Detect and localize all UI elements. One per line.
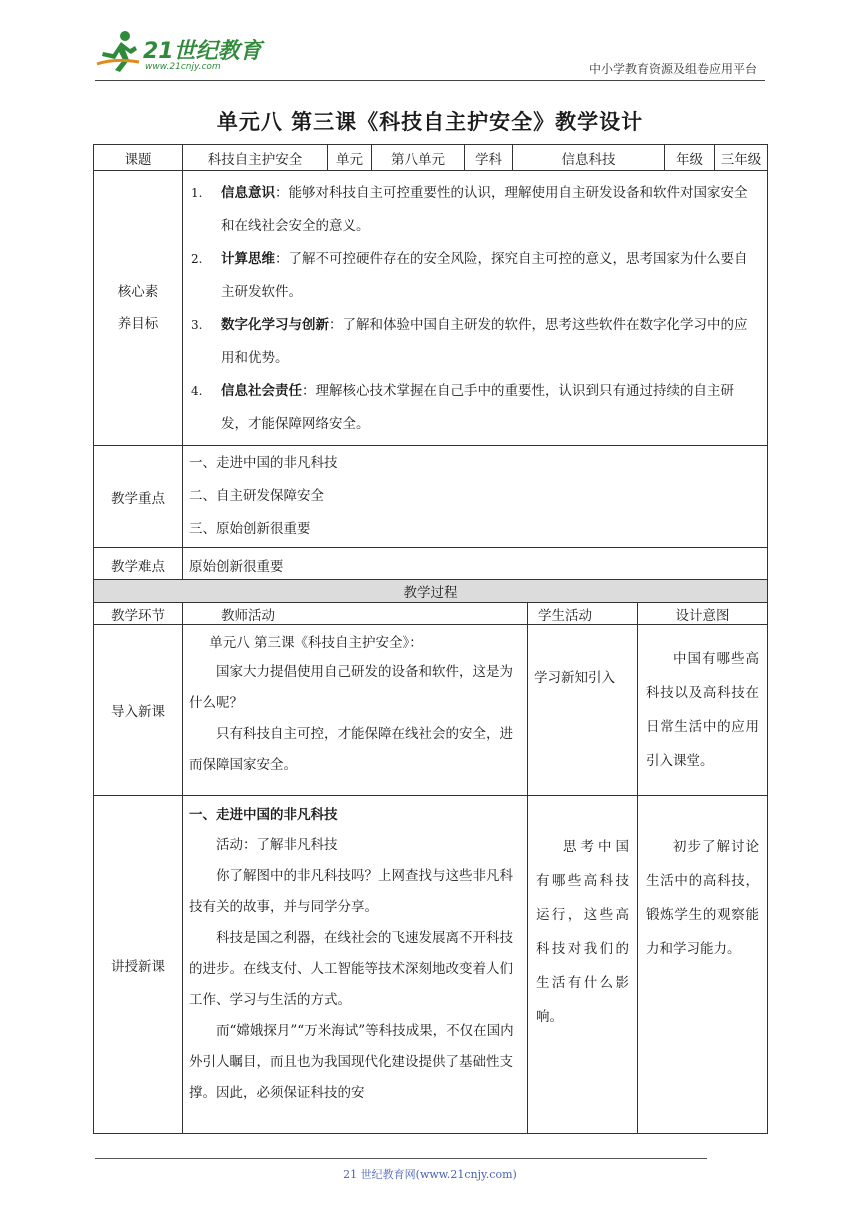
- goal-num: 1.: [191, 186, 203, 200]
- process-table: [93, 579, 768, 1134]
- page-title: 单元八 第三课《科技自主护安全》教学设计: [216, 109, 644, 134]
- topic-label: 课题: [94, 145, 183, 171]
- teach-intent: 初步了解讨论生活中的高科技，锻炼学生的观察能力和学习能力。: [638, 796, 768, 1134]
- footer-divider: [95, 1158, 707, 1159]
- goal-item: [191, 177, 757, 243]
- page-header: [95, 28, 765, 80]
- logo-url: www.21cnjy.com: [145, 62, 221, 72]
- teach-stage: 讲授新课: [94, 796, 183, 1134]
- header-divider: [95, 80, 765, 81]
- intro-lesson: 单元八 第三课《科技自主护安全》：: [209, 635, 423, 651]
- subject-label: 学科: [465, 145, 513, 171]
- process-title: 教学过程: [94, 580, 768, 603]
- teach-activity: 活动：了解非凡科技: [216, 837, 338, 853]
- goal-num: 2.: [191, 252, 203, 266]
- goal-text: ：能够对科技自主可控重要性的认识，理解使用自主研发设备和软件对国家安全和在线社会安全的意义。: [221, 185, 748, 234]
- goals-label: [94, 171, 183, 446]
- unit-label: 单元: [328, 145, 372, 171]
- goals-label-line1: 核心素: [117, 284, 159, 300]
- goal-item: [191, 309, 757, 375]
- logo-text: 21世纪教育: [143, 39, 262, 64]
- goals-content: [183, 171, 768, 446]
- intro-stage: 导入新课: [94, 625, 183, 796]
- goal-text: ：了解不可控硬件存在的安全风险，探究自主可控的意义，思考国家为什么要自主研发软件。: [221, 251, 748, 300]
- goal-head: 信息社会责任: [221, 383, 302, 399]
- key-point-item: 一、走进中国的非凡科技: [189, 455, 338, 471]
- goal-head: 计算思维: [221, 251, 275, 267]
- teach-p2: 科技是国之利器，在线社会的飞速发展离不开科技的进步。在线支付、人工智能等技术深刻地改变着人们工作、学习与生活的方式。: [189, 930, 513, 1008]
- grade-value: 三年级: [715, 145, 768, 171]
- platform-name: 中小学教育资源及组卷应用平台: [588, 62, 757, 76]
- key-point-item: 三、原始创新很重要: [189, 521, 311, 537]
- topic-value: 科技自主护安全: [183, 145, 328, 171]
- key-point-item: 二、自主研发保障安全: [189, 488, 324, 504]
- runner-logo-icon: [95, 28, 141, 74]
- teach-student: 思考中国有哪些高科技运行，这些高科技对我们的生活有什么影响。: [528, 796, 638, 1134]
- info-table: [93, 144, 768, 582]
- teach-teacher: [183, 796, 528, 1134]
- subject-value: 信息科技: [513, 145, 665, 171]
- key-points-content: [183, 446, 768, 548]
- key-points-label: 教学重点: [94, 446, 183, 548]
- goals-label-line2: 养目标: [117, 316, 159, 332]
- teach-p1: 你了解图中的非凡科技吗？上网查找与这些非凡科技有关的故事，并与同学分享。: [189, 868, 513, 915]
- intro-p2: 只有科技自主可控，才能保障在线社会的安全，进而保障国家安全。: [189, 726, 513, 773]
- intro-teacher: [183, 625, 528, 796]
- goal-head: 数字化学习与创新: [221, 317, 329, 333]
- difficulty-label: 教学难点: [94, 548, 183, 582]
- goal-num: 3.: [191, 318, 203, 332]
- goal-item: [191, 375, 757, 441]
- intro-intent: 中国有哪些高科技以及高科技在日常生活中的应用引入课堂。: [638, 625, 768, 796]
- col-student: 学生活动: [528, 603, 638, 625]
- col-stage: 教学环节: [94, 603, 183, 625]
- col-teacher: 教师活动: [183, 603, 528, 625]
- grade-label: 年级: [665, 145, 715, 171]
- goal-num: 4.: [191, 384, 203, 398]
- intro-student: 学习新知引入: [528, 625, 638, 796]
- footer-link[interactable]: 21 世纪教育网(www.21cnjy.com): [343, 1168, 517, 1181]
- intro-p1: 国家大力提倡使用自己研发的设备和软件，这是为什么呢？: [189, 664, 513, 711]
- teach-heading: 一、走进中国的非凡科技: [189, 807, 338, 823]
- unit-value: 第八单元: [372, 145, 465, 171]
- col-intent: 设计意图: [638, 603, 768, 625]
- goal-text: ：理解核心技术掌握在自己手中的重要性，认识到只有通过持续的自主研发，才能保障网络安全。: [221, 383, 734, 432]
- goal-head: 信息意识: [221, 185, 275, 201]
- logo: [95, 28, 265, 76]
- goal-text: ：了解和体验中国自主研发的软件，思考这些软件在数字化学习中的应用和优势。: [221, 317, 748, 366]
- goal-item: [191, 243, 757, 309]
- difficulty-value: 原始创新很重要: [183, 548, 768, 582]
- teach-p3: 而“嫦娥探月”“万米海试”等科技成果，不仅在国内外引人瞩目，而且也为我国现代化建设提供了基础性支撑。因此，必须保证科技的安: [189, 1023, 514, 1101]
